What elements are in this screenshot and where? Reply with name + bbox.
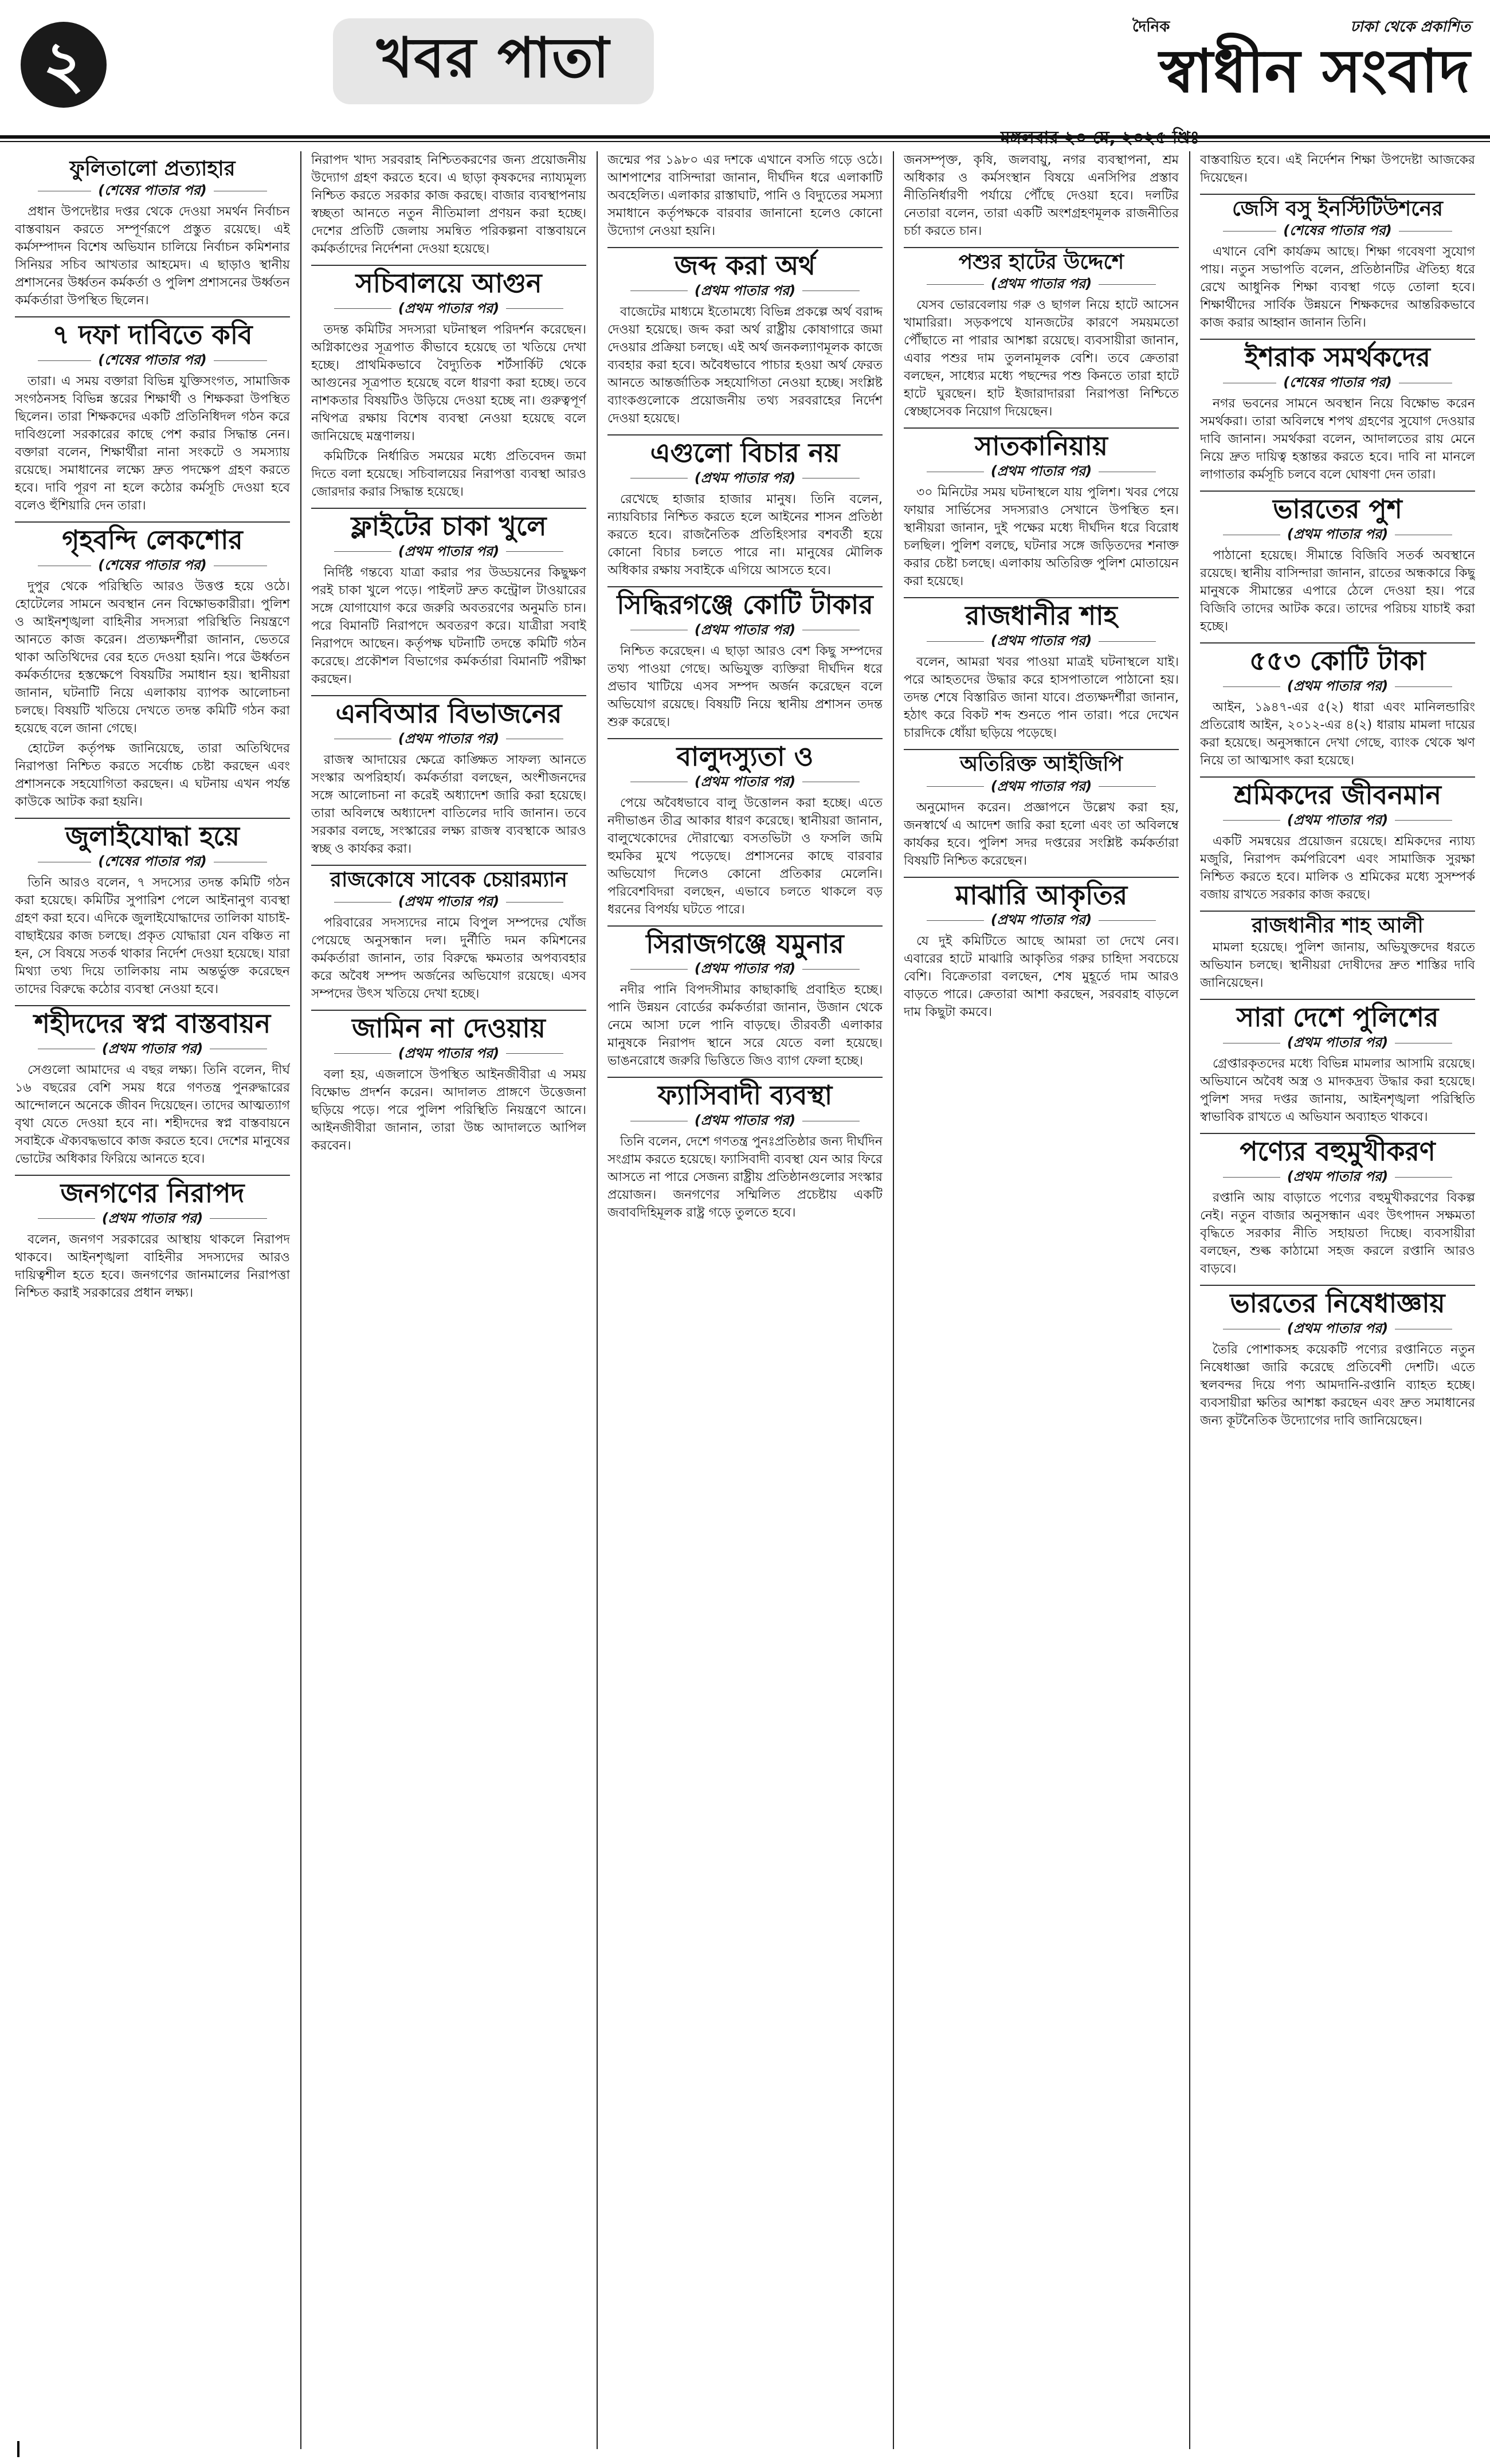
article-paragraph: বলেন, জনগণ সরকারের আস্থায় থাকলে নিরাপদ থাকবে। আইনশৃঙ্খলা বাহিনীর সদস্যদের আরও দায়িত্বশীল হতে হবে। জনগণের জানমালের নিরাপত্তা নিশ্চিত করাই সরকারের প্রধান লক্ষ্য।: [15, 1232, 290, 1300]
page-number-badge: ২: [21, 22, 107, 108]
article-paragraph: বলেন, আমরা খবর পাওয়া মাত্রই ঘটনাস্থলে যাই। পরে আহতদের উদ্ধার করে হাসপাতালে পাঠানো হয়। তদন্ত শেষে বিস্তারিত জানা যাবে। প্রত্যক্ষদর্শীরা জানান, হঠাৎ করে বিকট শব্দ শুনতে পান তারা। পরে দেখেন চারদিকে ধোঁয়া ছড়িয়ে পড়েছে।: [904, 655, 1179, 741]
article-headline: ফুলিতালো প্রত্যাহার: [69, 157, 236, 181]
article-paragraph: নদীর পানি বিপদসীমার কাছাকাছি প্রবাহিত হচ্ছে। পানি উন্নয়ন বোর্ডের কর্মকর্তারা জানান, উজান থেকে নেমে আসা ঢলে পানি বাড়ছে। তীরবর্তী এলাকার মানুষকে নিরাপদ স্থানে সরে যেতে বলা হয়েছে। ভাঙনরোধে জরুরি ভিত্তিতে জিও ব্যাগ ফেলা হচ্ছে।: [607, 983, 883, 1069]
article-headline: ৫৫৩ কোটি টাকা: [1200, 642, 1475, 676]
article-columns: [15, 151, 1475, 2449]
continuation-note-text: (প্রথম পাতার পর): [688, 774, 802, 790]
date-line: মঙ্গলবার ২০ মে, ২০২৫ খ্রিঃ: [1001, 128, 1199, 148]
article-paragraph: হোটেল কর্তৃপক্ষ জানিয়েছে, তারা অতিথিদের নিরাপত্তা নিশ্চিত করতে সর্বোচ্চ চেষ্টা করছেন এবং প্রশাসনকে সহযোগিতা করছেন। এ ঘটনায় এখন পর্যন্ত কাউকে আটক করা হয়নি।: [15, 741, 290, 810]
continuation-note-text: (প্রথম পাতার পর): [688, 470, 802, 486]
article-paragraph: জনসম্পৃক্ত, কৃষি, জলবায়ু, নগর ব্যবস্থাপনা, শ্রম অধিকার ও কর্মসংস্থান বিষয়ে এনসিপির প্রস্তাব নীতিনির্ধারণী পর্যায়ে পৌঁছে দেওয়া হবে। দলটির নেতারা বলেন, তারা একটি অংশগ্রহণমূলক রাজনীতির চর্চা করতে চান।: [904, 153, 1179, 238]
article-headline: সারা দেশে পুলিশের: [1200, 999, 1475, 1033]
article-headline: মাঝারি আকৃতির: [904, 877, 1179, 911]
article-headline: ৭ দফা দাবিতে কবি: [15, 316, 290, 350]
continuation-note: [15, 1040, 290, 1058]
article-paragraph: যে দুই কমিটিতে আছে আমরা তা দেখে নেব। এবারের হাটে মাঝারি আকৃতির গরুর চাহিদা সবচেয়ে বেশি। বিক্রেতারা বলছেন, শেষ মুহূর্তে দাম আরও বাড়তে পারে। ক্রেতারা আশা করছেন, সরবরাহ বাড়লে দাম কিছুটা কমবে।: [904, 934, 1179, 1020]
article-paragraph: এখানে বেশি কার্যক্রম আছে। শিক্ষা গবেষণা সুযোগ পায়। নতুন সভাপতি বলেন, প্রতিষ্ঠানটির ঐতিহ্য ধরে রেখে আধুনিক শিক্ষা ব্যবস্থা গড়ে তোলা হবে। শিক্ষার্থীদের সার্বিক উন্নয়নে শিক্ষকদের আন্তরিকভাবে কাজ করার আহ্বান জানান তিনি।: [1200, 245, 1475, 331]
article-headline: ইশরাক সমর্থকদের: [1200, 339, 1475, 372]
column-divider: [300, 151, 301, 2449]
continuation-note: [607, 1112, 883, 1129]
article-paragraph: কমিটিকে নির্ধারিত সময়ের মধ্যে প্রতিবেদন জমা দিতে বলা হয়েছে। সচিবালয়ের নিরাপত্তা ব্যবস্থা আরও জোরদার করার সিদ্ধান্ত হয়েছে।: [311, 449, 586, 499]
brand-prefix: দৈনিক: [1132, 18, 1170, 36]
continuation-note: [1200, 525, 1475, 543]
continuation-note: [904, 911, 1179, 929]
article-headline: ফ্যাসিবাদী ব্যবস্থা: [607, 1077, 883, 1111]
masthead-rule-thin: [0, 141, 1490, 142]
article-headline: জেসি বসু ইনস্টিটিউশনের: [1200, 194, 1475, 221]
article-headline: শ্রমিকদের জীবনমান: [1200, 776, 1475, 810]
article-headline: পণ্যের বহুমুখীকরণ: [1200, 1133, 1475, 1167]
article-headline: সাতকানিয়ায়: [904, 427, 1179, 461]
brand-subtitle: ঢাকা থেকে প্রকাশিত: [1350, 18, 1471, 36]
article-headline: অতিরিক্ত আইজিপি: [904, 749, 1179, 776]
continuation-note: [904, 778, 1179, 795]
article-paragraph: তিনি বলেন, দেশে গণতন্ত্র পুনঃপ্রতিষ্ঠার জন্য দীর্ঘদিন সংগ্রাম করতে হয়েছে। ফ্যাসিবাদী ব্যবস্থা যেন আর ফিরে আসতে না পারে সেজন্য রাষ্ট্রীয় প্রতিষ্ঠানগুলোর সংস্কার প্রয়োজন। জনগণের সম্মিলিত প্রচেষ্টায় একটি জবাবদিহিমূলক রাষ্ট্র গড়ে তুলতে হবে।: [607, 1135, 883, 1221]
article-headline: শহীদদের স্বপ্ন বাস্তবায়ন: [15, 1005, 290, 1039]
continuation-note: [904, 275, 1179, 293]
continuation-note: [607, 621, 883, 639]
column-3: [607, 151, 883, 2449]
article-paragraph: ৩০ মিনিটের সময় ঘটনাস্থলে যায় পুলিশ। খবর পেয়ে ফায়ার সার্ভিসের সদস্যরাও সেখানে উপস্থিত হন। স্থানীয়রা জানান, দুই পক্ষের মধ্যে দীর্ঘদিন ধরে বিরোধ চলছিল। পুলিশ বলছে, ঘটনার সঙ্গে জড়িতদের শনাক্ত করার চেষ্টা চলছে। এলাকায় অতিরিক্ত পুলিশ মোতায়েন করা হয়েছে।: [904, 485, 1179, 589]
column-5: [1200, 151, 1475, 2449]
continuation-note-text: (প্রথম পাতার পর): [688, 960, 802, 976]
article-paragraph: সেগুলো আমাদের এ বছর লক্ষ্য। তিনি বলেন, দীর্ঘ ১৬ বছরের বেশি সময় ধরে গণতন্ত্র পুনরুদ্ধারের আন্দোলনে অনেকে জীবন দিয়েছেন। তাদের আত্মত্যাগ বৃথা যেতে দেওয়া হবে না। শহীদদের স্বপ্ন বাস্তবায়নে সবাইকে ঐক্যবদ্ধভাবে কাজ করতে হবে। দেশের মানুষের ভোটের অধিকার ফিরিয়ে আনতে হবে।: [15, 1062, 290, 1166]
continuation-note-text: (প্রথম পাতার পর): [688, 1112, 802, 1128]
article-paragraph: একটি সমন্বয়ের প্রয়োজন রয়েছে। শ্রমিকদের ন্যায্য মজুরি, নিরাপদ কর্মপরিবেশ এবং সামাজিক সুরক্ষা নিশ্চিত করতে হবে। মালিক ও শ্রমিকের মধ্যে সুসম্পর্ক বজায় রাখতে সরকার কাজ করছে।: [1200, 834, 1475, 902]
article-paragraph: পরিবারের সদস্যদের নামে বিপুল সম্পদের খোঁজ পেয়েছে অনুসন্ধান দল। দুর্নীতি দমন কমিশনের কর্মকর্তারা জানান, তার বিরুদ্ধে ক্ষমতার অপব্যবহার করে অবৈধ সম্পদ অর্জনের অভিযোগ রয়েছে। এসব সম্পদের উৎস খতিয়ে দেখা হচ্ছে।: [311, 916, 586, 1002]
article-headline: রাজকোষে সাবেক চেয়ারম্যান: [311, 865, 586, 892]
continuation-note-text: (প্রথম পাতার পর): [984, 463, 1099, 479]
article-headline: গৃহবন্দি লেকশোর: [15, 521, 290, 555]
masthead-rule: [0, 135, 1490, 139]
continuation-note-text: (প্রথম পাতার পর): [688, 283, 802, 299]
continuation-note-text: (শেষের পাতার পর): [91, 853, 214, 869]
article-paragraph: নির্দিষ্ট গন্তব্যে যাত্রা করার পর উড্ডয়নের কিছুক্ষণ পরই চাকা খুলে পড়ে। পাইলট দ্রুত কন্ট্রোল টাওয়ারের সঙ্গে যোগাযোগ করে জরুরি অবতরণের অনুমতি চান। পরে বিমানটি নিরাপদে অবতরণ করে। যাত্রীরা সবাই নিরাপদে আছেন। কর্তৃপক্ষ ঘটনাটি তদন্তে কমিটি গঠন করেছে। প্রকৌশল বিভাগের কর্মকর্তারা বিমানটি পরীক্ষা করছেন।: [311, 565, 586, 686]
column-4: [904, 151, 1179, 2449]
continuation-note-text: (প্রথম পাতার পর): [391, 543, 506, 559]
article-paragraph: নগর ভবনের সামনে অবস্থান নিয়ে বিক্ষোভ করেন সমর্থকরা। তারা অবিলম্বে শপথ গ্রহণের সুযোগ দেওয়ার দাবি জানান। সমর্থকরা বলেন, আদালতের রায় মেনে নিয়ে দ্রুত দায়িত্ব হস্তান্তর করতে হবে। দাবি না মানলে লাগাতার কর্মসূচি চলবে বলে ঘোষণা দেন তারা।: [1200, 397, 1475, 482]
article-paragraph: তিনি আরও বলেন, ৭ সদস্যের তদন্ত কমিটি গঠন করা হয়েছে। কমিটির সুপারিশ পেলে আইনানুগ ব্যবস্থা গ্রহণ করা হবে। এদিকে জুলাইযোদ্ধাদের তালিকা যাচাই-বাছাইয়ের কাজ চলছে। প্রকৃত যোদ্ধারা যেন বঞ্চিত না হন, সে বিষয়ে সতর্ক থাকার নির্দেশ দেওয়া হয়েছে। যারা মিথ্যা তথ্য দিয়ে তালিকায় নাম অন্তর্ভুক্ত করেছেন তাদের বিরুদ্ধে কঠোর ব্যবস্থা নেওয়া হবে।: [15, 876, 290, 997]
column-divider: [893, 151, 894, 2449]
continuation-note: [15, 556, 290, 574]
continuation-note: [15, 351, 290, 369]
article-paragraph: তারা। এ সময় বক্তারা বিভিন্ন যুক্তিসংগত, সামাজিক সংগঠনসহ বিভিন্ন স্তরের শিক্ষার্থী ও শিক্ষকরা উপস্থিত ছিলেন। তারা শিক্ষকদের একটি প্রতিনিধিদল গঠন করে দাবিগুলো সরকারের কাছে পেশ করার সিদ্ধান্ত নেন। বক্তারা বলেন, শিক্ষার্থীরা নানা সংকটে ও সমস্যায় রয়েছে। সমাধানের লক্ষ্যে দ্রুত পদক্ষেপ গ্রহণ করতে হবে। দাবি পূরণ না হলে কঠোর কর্মসূচি দেওয়া হবে বলেও হুঁশিয়ারি দেন তারা।: [15, 374, 290, 513]
continuation-note-text: (প্রথম পাতার পর): [391, 1045, 506, 1061]
column-divider: [597, 151, 598, 2449]
continuation-note: [1200, 1034, 1475, 1051]
continuation-note-text: (শেষের পাতার পর): [91, 557, 214, 573]
continuation-note: [15, 182, 290, 199]
article-headline: ভারতের নিষেধাজ্ঞায়: [1200, 1285, 1475, 1319]
continuation-note-text: (প্রথম পাতার পর): [984, 276, 1099, 292]
article-headline: রাজধানীর শাহ আলী: [1200, 911, 1475, 937]
article-paragraph: বলা হয়, এজলাসে উপস্থিত আইনজীবীরা এ সময় বিক্ষোভ প্রদর্শন করেন। আদালত প্রাঙ্গণে উত্তেজনা ছড়িয়ে পড়ে। পরে পুলিশ পরিস্থিতি নিয়ন্ত্রণে আনে। আইনজীবীরা জানান, তারা উচ্চ আদালতে আপিল করবেন।: [311, 1067, 586, 1153]
article-paragraph: তদন্ত কমিটির সদস্যরা ঘটনাস্থল পরিদর্শন করেছেন। অগ্নিকাণ্ডের সূত্রপাত কীভাবে হয়েছে তা খতিয়ে দেখা হচ্ছে। প্রাথমিকভাবে বৈদ্যুতিক শর্টসার্কিট থেকে আগুনের সূত্রপাত হয়েছে বলে ধারণা করা হচ্ছে। তবে নাশকতার বিষয়টিও উড়িয়ে দেওয়া হচ্ছে না। গুরুত্বপূর্ণ নথিপত্র রক্ষায় বিশেষ ব্যবস্থা নেওয়া হয়েছে বলে জানিয়েছে মন্ত্রণালয়।: [311, 322, 586, 444]
article-headline: রাজধানীর শাহ: [904, 597, 1179, 631]
continuation-note: [15, 853, 290, 870]
newspaper-logo-text: স্বাধীন সংবাদ: [1159, 36, 1471, 106]
article-headline: জুলাইযোদ্ধা হয়ে: [15, 818, 290, 852]
article-paragraph: দুপুর থেকে পরিস্থিতি আরও উত্তপ্ত হয়ে ওঠে। হোটেলের সামনে অবস্থান নেন বিক্ষোভকারীরা। পুলিশ ও আইনশৃঙ্খলা বাহিনীর সদস্যরা পরিস্থিতি নিয়ন্ত্রণে আনতে কাজ করেন। প্রত্যক্ষদর্শীরা জানান, ভেতরে থাকা অতিথিদের বের হতে দেওয়া হয়নি। পরে ঊর্ধ্বতন কর্মকর্তাদের হস্তক্ষেপে বিষয়টির সমাধান হয়। স্থানীয়রা জানান, ঘটনাটি নিয়ে এলাকায় ব্যাপক আলোচনা চলছে। বিষয়টি খতিয়ে দেখতে তদন্ত কমিটি গঠন করা হয়েছে বলে জানা গেছে।: [15, 579, 290, 736]
continuation-note: [1200, 1320, 1475, 1337]
article-headline: বালুদস্যুতা ও: [607, 738, 883, 772]
continuation-note: [311, 730, 586, 748]
continuation-note-text: (শেষের পাতার পর): [1276, 374, 1399, 390]
continuation-note-text: (প্রথম পাতার পর): [391, 893, 506, 909]
article-paragraph: বাস্তবায়িত হবে। এই নির্দেশন শিক্ষা উপদেষ্টা আজকের দিয়েছেন।: [1200, 153, 1475, 185]
continuation-note: [1200, 1168, 1475, 1186]
article-headline: ভারতের পুশ: [1200, 491, 1475, 524]
continuation-note: [607, 469, 883, 487]
article-paragraph: পাঠানো হয়েছে। সীমান্তে বিজিবি সতর্ক অবস্থানে রয়েছে। স্থানীয় বাসিন্দারা জানান, রাতের অন্ধকারে কিছু মানুষকে সীমান্তের এপারে ঠেলে দেওয়া হয়। পরে বিজিবি তাদের আটক করে। তাদের পরিচয় যাচাই করা হচ্ছে।: [1200, 548, 1475, 634]
continuation-note-text: (প্রথম পাতার পর): [391, 300, 506, 316]
article-headline: জনগণের নিরাপদ: [15, 1175, 290, 1209]
article-paragraph: রপ্তানি আয় বাড়াতে পণ্যের বহুমুখীকরণের বিকল্প নেই। নতুন বাজার অনুসন্ধান এবং উৎপাদন সক্ষমতা বৃদ্ধিতে সরকার নীতি সহায়তা দিচ্ছে। ব্যবসায়ীরা বলছেন, শুল্ক কাঠামো সহজ করলে রপ্তানি আরও বাড়বে।: [1200, 1191, 1475, 1277]
continuation-note-text: (শেষের পাতার পর): [1276, 222, 1399, 238]
continuation-note: [904, 462, 1179, 480]
article-paragraph: আইন, ১৯৪৭-এর ৫(২) ধারা এবং মানিলন্ডারিং প্রতিরোধ আইন, ২০১২-এর ৪(২) ধারায় মামলা দায়ের করা হয়েছে। অনুসন্ধানে দেখা গেছে, ব্যাংক থেকে ঋণ নিয়ে তা আত্মসাৎ করা হয়েছে।: [1200, 700, 1475, 768]
article-headline: জব্দ করা অর্থ: [607, 247, 883, 281]
article-paragraph: জন্মের পর ১৯৮০ এর দশকে এখানে বসতি গড়ে ওঠে। আশপাশের বাসিন্দারা জানান, দীর্ঘদিন ধরে এলাকাটি অবহেলিত। এলাকার রাস্তাঘাট, পানি ও বিদ্যুতের সমস্যা সমাধানে কর্তৃপক্ষকে বারবার জানানো হলেও কোনো উদ্যোগ নেওয়া হয়নি।: [607, 153, 883, 238]
continuation-note-text: (প্রথম পাতার পর): [688, 622, 802, 638]
article-paragraph: মামলা হয়েছে। পুলিশ জানায়, অভিযুক্তদের ধরতে অভিযান চলছে। স্থানীয়রা দোষীদের দ্রুত শাস্তির দাবি জানিয়েছেন।: [1200, 940, 1475, 991]
column-2: [311, 151, 586, 2449]
article-headline: সচিবালয়ে আগুন: [311, 265, 586, 299]
continuation-note-text: (শেষের পাতার পর): [91, 182, 214, 198]
article-paragraph: তৈরি পোশাকসহ কয়েকটি পণ্যের রপ্তানিতে নতুন নিষেধাজ্ঞা জারি করেছে প্রতিবেশী দেশটি। এতে স্থলবন্দর দিয়ে পণ্য আমদানি-রপ্তানি ব্যাহত হচ্ছে। ব্যবসায়ীরা ক্ষতির আশঙ্কা করছেন এবং দ্রুত সমাধানের জন্য কূটনৈতিক উদ্যোগের দাবি জানিয়েছেন।: [1200, 1343, 1475, 1429]
article-headline: জামিন না দেওয়ায়: [311, 1010, 586, 1043]
article-paragraph: গ্রেপ্তারকৃতদের মধ্যে বিভিন্ন মামলার আসামি রয়েছে। অভিযানে অবৈধ অস্ত্র ও মাদকদ্রব্য উদ্ধার করা হয়েছে। পুলিশ সদর দপ্তর জানায়, আইনশৃঙ্খলা পরিস্থিতি স্বাভাবিক রাখতে এ অভিযান অব্যাহত থাকবে।: [1200, 1057, 1475, 1125]
masthead: [15, 11, 1475, 148]
continuation-note: [1200, 374, 1475, 391]
article-paragraph: প্রধান উপদেষ্টার দপ্তর থেকে দেওয়া সমর্থন নির্বাচন বাস্তবায়ন করতে সম্পূর্ণরূপে প্রস্তুত রয়েছে। এই কর্মসম্পাদন বিশেষ অভিযান চালিয়ে নির্বাচন কমিশনার সিনিয়র সচিব আখতার আহমেদ। এ ছাড়াও স্থানীয় প্রশাসনের উর্ধ্বতন কর্মকর্তা ও পুলিশ প্রশাসনের উর্ধ্বতন কর্মকর্তারা উপস্থিত ছিলেন।: [15, 205, 290, 308]
continuation-note: [607, 282, 883, 300]
continuation-note: [607, 773, 883, 791]
article-headline: ফ্লাইটের চাকা খুলে: [311, 508, 586, 542]
continuation-note: [607, 960, 883, 978]
column-divider: [1189, 151, 1190, 2449]
continuation-note: [311, 300, 586, 317]
continuation-note: [311, 543, 586, 560]
continuation-note-text: (প্রথম পাতার পর): [95, 1041, 210, 1057]
continuation-note: [15, 1210, 290, 1227]
article-paragraph: অনুমোদন করেন। প্রজ্ঞাপনে উল্লেখ করা হয়, জনস্বার্থে এ আদেশ জারি করা হলো এবং তা অবিলম্বে কার্যকর হবে। পুলিশ সদর দপ্তরের সংশ্লিষ্ট কর্মকর্তারা বিষয়টি নিশ্চিত করেছেন।: [904, 800, 1179, 868]
newspaper-brand: [1115, 15, 1471, 106]
page-footer-mark: [17, 2441, 19, 2457]
section-title: খবর পাতা: [333, 18, 654, 104]
continuation-note: [1200, 222, 1475, 240]
continuation-note-text: (প্রথম পাতার পর): [1280, 526, 1395, 542]
continuation-note-text: (প্রথম পাতার পর): [391, 731, 506, 747]
article-headline: পশুর হাটের উদ্দেশে: [904, 247, 1179, 274]
article-paragraph: রাজস্ব আদায়ের ক্ষেত্রে কাঙ্ক্ষিত সাফল্য আনতে সংস্কার অপরিহার্য। কর্মকর্তারা বলছেন, অংশীজনদের সঙ্গে আলোচনা না করেই অধ্যাদেশ জারি করা হয়েছে। তারা অবিলম্বে অধ্যাদেশ বাতিলের দাবি জানান। তবে সরকার বলছে, সংস্কারের লক্ষ্য রাজস্ব ব্যবস্থাকে আরও স্বচ্ছ ও কার্যকর করা।: [311, 752, 586, 856]
continuation-note-text: (প্রথম পাতার পর): [1280, 812, 1395, 828]
continuation-note-text: (প্রথম পাতার পর): [984, 778, 1099, 794]
continuation-note: [904, 632, 1179, 650]
continuation-note-text: (প্রথম পাতার পর): [984, 912, 1099, 928]
continuation-note: [1200, 811, 1475, 829]
article-paragraph: নিরাপদ খাদ্য সরবরাহ নিশ্চিতকরণের জন্য প্রয়োজনীয় উদ্যোগ গ্রহণ করতে হবে। এ ছাড়া কৃষকদের ন্যায্যমূল্য নিশ্চিত করতে সরকার কাজ করছে। বাজার ব্যবস্থাপনায় স্বচ্ছতা আনতে নতুন নীতিমালা প্রণয়ন করা হচ্ছে। দেশের প্রতিটি জেলায় সমন্বিত পরিকল্পনা বাস্তবায়নে কর্মকর্তাদের নির্দেশনা দেওয়া হয়েছে।: [311, 153, 586, 256]
article-paragraph: যেসব ভোরবেলায় গরু ও ছাগল নিয়ে হাটে আসেন খামারিরা। সড়কপথে যানজটের কারণে সময়মতো পৌঁছাতে না পারার আশঙ্কা রয়েছে। ব্যবসায়ীরা জানান, এবার পশুর দাম তুলনামূলক বেশি। তবে ক্রেতারা বলছেন, সাধ্যের মধ্যে পছন্দের পশু কিনতে তারা হাটে হাটে ঘুরছেন। হাট ইজারাদাররা নিরাপত্তা নিশ্চিতে স্বেচ্ছাসেবক নিয়োগ দিয়েছেন।: [904, 298, 1179, 419]
continuation-note: [1200, 677, 1475, 695]
continuation-note-text: (প্রথম পাতার পর): [95, 1210, 210, 1226]
article-headline: এগুলো বিচার নয়: [607, 434, 883, 468]
continuation-note-text: (প্রথম পাতার পর): [1280, 1168, 1395, 1184]
column-1: [15, 151, 290, 2449]
continuation-note: [311, 1045, 586, 1062]
article-headline: সিদ্ধিরগঞ্জে কোটি টাকার: [607, 586, 883, 620]
article-paragraph: পেয়ে অবৈধভাবে বালু উত্তোলন করা হচ্ছে। এতে নদীভাঙন তীব্র আকার ধারণ করেছে। স্থানীয়রা জানান, বালুখেকোদের দৌরাত্ম্যে বসতভিটা ও ফসলি জমি হুমকির মুখে পড়েছে। প্রশাসনের কাছে বারবার অভিযোগ দিলেও কোনো প্রতিকার মেলেনি। পরিবেশবিদরা বলছেন, এভাবে চলতে থাকলে বড় ধরনের বিপর্যয় ঘটতে পারে।: [607, 795, 883, 917]
article-headline: সিরাজগঞ্জে যমুনার: [607, 925, 883, 959]
continuation-note-text: (শেষের পাতার পর): [91, 352, 214, 368]
continuation-note-text: (প্রথম পাতার পর): [1280, 1034, 1395, 1050]
article-headline: এনবিআর বিভাজনের: [311, 695, 586, 729]
article-paragraph: রেখেছে হাজার হাজার মানুষ। তিনি বলেন, ন্যায়বিচার নিশ্চিত করতে হলে আইনের শাসন প্রতিষ্ঠা করতে হবে। রাজনৈতিক প্রতিহিংসার বশবর্তী হয়ে কোনো বিচার চলতে পারে না। মানুষের মৌলিক অধিকার রক্ষায় সবাইকে এগিয়ে আসতে হবে।: [607, 492, 883, 578]
continuation-note-text: (প্রথম পাতার পর): [1280, 678, 1395, 694]
continuation-note: [311, 893, 586, 911]
article-paragraph: নিশ্চিত করেছেন। এ ছাড়া আরও বেশ কিছু সম্পদের তথ্য পাওয়া গেছে। অভিযুক্ত ব্যক্তিরা দীর্ঘদিন ধরে প্রভাব খাটিয়ে এসব সম্পদ অর্জন করেছেন বলে অভিযোগ রয়েছে। বিষয়টি নিয়ে স্থানীয় প্রশাসন তদন্ত শুরু করেছে।: [607, 644, 883, 729]
continuation-note-text: (প্রথম পাতার পর): [1280, 1320, 1395, 1336]
continuation-note-text: (প্রথম পাতার পর): [984, 633, 1099, 649]
article-paragraph: বাজেটের মাধ্যমে ইতোমধ্যে বিভিন্ন প্রকল্পে অর্থ বরাদ্দ দেওয়া হয়েছে। জব্দ করা অর্থ রাষ্ট্রীয় কোষাগারে জমা দেওয়ার প্রক্রিয়া চলছে। এই অর্থ জনকল্যাণমূলক কাজে ব্যবহার করা হবে। অবৈধভাবে পাচার হওয়া অর্থ ফেরত আনতে আন্তর্জাতিক সহযোগিতা নেওয়া হচ্ছে। সংশ্লিষ্ট ব্যাংকগুলোকে প্রয়োজনীয় তথ্য সরবরাহের নির্দেশ দেওয়া হয়েছে।: [607, 304, 883, 426]
